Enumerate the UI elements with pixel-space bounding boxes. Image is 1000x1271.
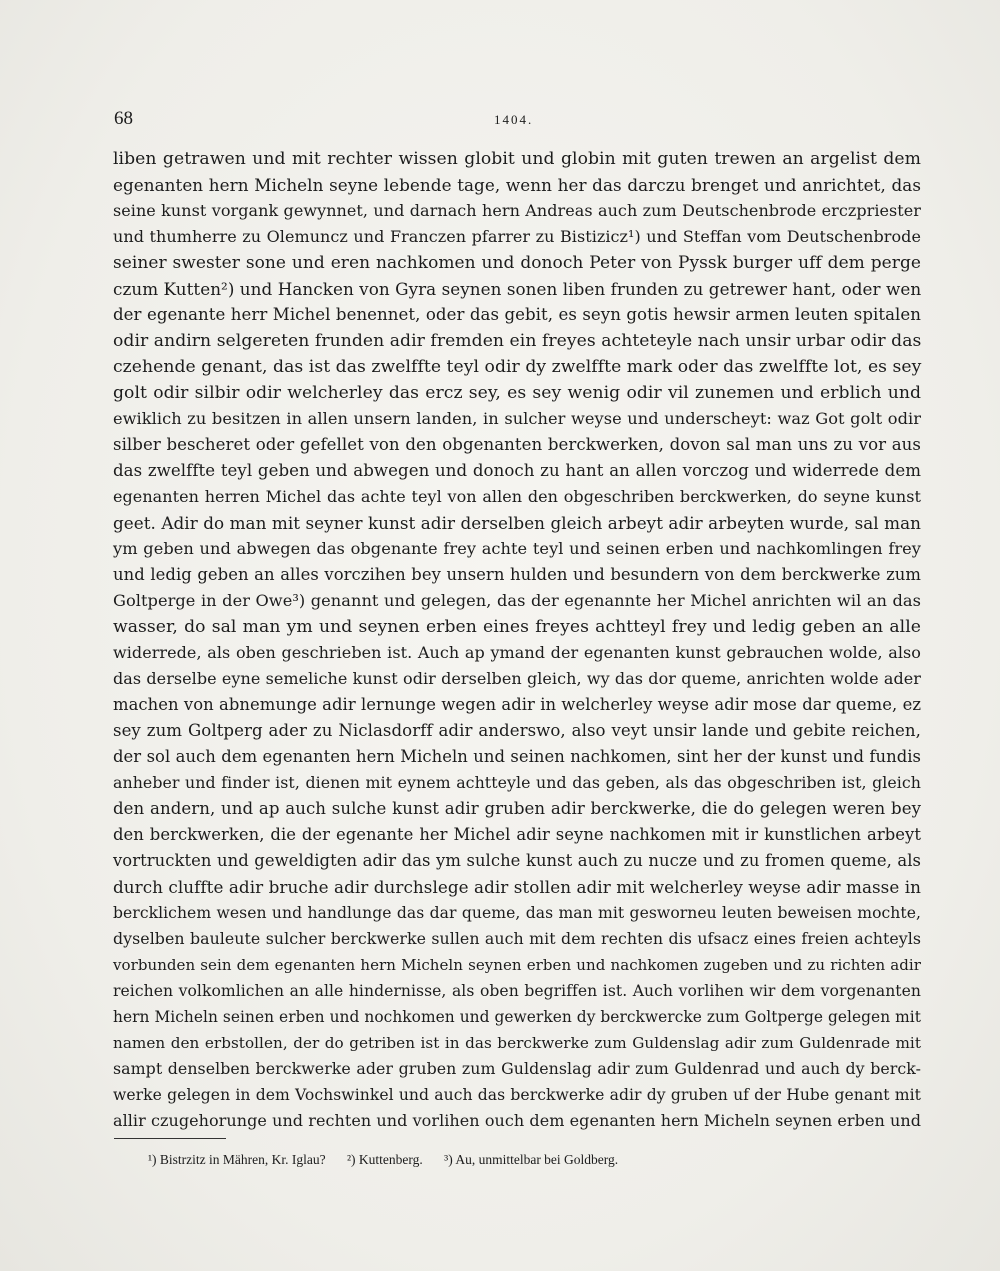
- text-line: ym geben und abwegen das obgenante frey achte teyl und seinen erben und nachkomlingen frey: [113, 539, 921, 558]
- text-line: golt odir silbir odir welcherley das ercz sey, es sey wenig odir vil zunemen und erblich und: [113, 383, 921, 403]
- text-line: sampt denselben berckwerke ader gruben zum Guldenslag adir zum Guldenrad und auch dy berck-: [113, 1059, 921, 1078]
- text-line: odir andirn selgereten frunden adir fremden ein freyes achteteyle nach unsir urbar odir das: [113, 331, 922, 351]
- text-line: vortruckten und geweldigten adir das ym sulche kunst auch zu nucze und zu fromen queme, als: [113, 851, 921, 870]
- text-line: machen von abnemunge adir lernunge wegen adir in welcherley weyse adir mose dar queme, ez: [113, 695, 921, 714]
- text-line: namen den erbstollen, der do getriben ist in das berckwerke zum Guldenslag adir zum Guldenrade mit: [113, 1034, 921, 1052]
- text-line: Goltperge in der Owe³) genannt und gelegen, das der egenannte her Michel anrichten wil an das: [113, 591, 921, 610]
- text-line: allir czugehorunge und rechten und vorlihen ouch dem egenanten hern Micheln seynen erben und: [113, 1111, 921, 1130]
- text-line: ewiklich zu besitzen in allen unsern landen, in sulcher weyse und underscheyt: waz Got golt odir: [113, 409, 921, 428]
- footnote-divider: [114, 1138, 226, 1139]
- page-header: [114, 108, 920, 132]
- text-line: vorbunden sein dem egenanten hern Micheln seynen erben und nachkomen zugeben und zu richten adir: [113, 956, 921, 974]
- footnotes: [148, 1152, 636, 1168]
- text-line: seiner swester sone und eren nachkomen und donoch Peter von Pyssk burger uff dem perge: [113, 253, 921, 273]
- text-line: der egenante herr Michel benennet, oder das gebit, es seyn gotis hewsir armen leuten spitalen: [113, 305, 921, 324]
- text-line: den berckwerken, die der egenante her Michel adir seyne nachkomen mit ir kunstlichen arbeyt: [113, 825, 921, 844]
- text-line: liben getrawen und mit rechter wissen globit und globin mit guten trewen an argelist dem: [113, 149, 921, 169]
- text-line: bercklichem wesen und handlunge das dar queme, das man mit gesworneu leuten beweisen mochte,: [113, 904, 921, 922]
- text-line: dyselben bauleute sulcher berckwerke sullen auch mit dem rechten dis ufsacz eines freien achteyls: [113, 929, 921, 948]
- body-text: [113, 146, 921, 1134]
- text-line: den andern, und ap auch sulche kunst adir gruben adir berckwerke, die do gelegen weren bey: [113, 799, 921, 818]
- page-number: 68: [114, 108, 133, 129]
- text-line: czehende genant, das ist das zwelffte teyl odir dy zwelffte mark oder das zwelffte lot, es sey: [113, 357, 922, 377]
- footnote-1: ¹) Bistrzitz in Mähren, Kr. Iglau?: [148, 1152, 326, 1167]
- text-line: silber bescheret oder gefellet von den obgenanten berckwerken, dovon sal man uns zu vor aus: [113, 435, 921, 454]
- running-head-year: 1404.: [494, 112, 534, 127]
- text-line: seine kunst vorgank gewynnet, und darnach hern Andreas auch zum Deutschenbrode erczpriester: [113, 201, 921, 220]
- text-line: und ledig geben an alles vorczihen bey unsern hulden und besundern von dem berckwerke zum: [113, 565, 921, 584]
- text-line: und thumherre zu Olemuncz und Franczen pfarrer zu Bistizicz¹) und Steffan vom Deutschenbrode: [113, 227, 921, 246]
- text-line: das derselbe eyne semeliche kunst odir derselben gleich, wy das dor queme, anrichten wolde ader: [113, 669, 921, 688]
- text-line: widerrede, als oben geschrieben ist. Auch ap ymand der egenanten kunst gebrauchen wolde, also: [113, 643, 921, 662]
- text-line: egenanten hern Micheln seyne lebende tage, wenn her das darczu brenget und anrichtet, das: [113, 175, 921, 195]
- footnote-2: ²) Kuttenberg.: [347, 1152, 423, 1167]
- footnote-3: ³) Au, unmittelbar bei Goldberg.: [444, 1152, 619, 1167]
- text-line: durch cluffte adir bruche adir durchslege adir stollen adir mit welcherley weyse adir masse in: [113, 877, 921, 897]
- text-line: reichen volkomlichen an alle hindernisse, als oben begriffen ist. Auch vorlihen wir dem vorgenanten: [113, 982, 921, 1000]
- text-line: sey zum Goltperg ader zu Niclasdorff adir anderswo, also veyt unsir lande und gebite reichen,: [113, 721, 921, 740]
- text-line: geet. Adir do man mit seyner kunst adir derselben gleich arbeyt adir arbeyten wurde, sal man: [113, 513, 921, 533]
- text-line: werke gelegen in dem Vochswinkel und auch das berckwerke adir dy gruben uf der Hube genant mit: [113, 1086, 921, 1104]
- text-line: anheber und finder ist, dienen mit eynem achtteyle und das geben, als das obgeschriben ist, gleich: [113, 773, 921, 792]
- text-line: czum Kutten²) und Hancken von Gyra seynen sonen liben frunden zu getrewer hant, oder wen: [113, 279, 922, 299]
- text-line: der sol auch dem egenanten hern Micheln und seinen nachkomen, sint her der kunst und fundis: [113, 747, 921, 766]
- text-line: egenanten herren Michel das achte teyl von allen den obgeschriben berckwerken, do seyne kunst: [113, 487, 921, 506]
- text-line: das zwelffte teyl geben und abwegen und donoch zu hant an allen vorczog und widerrede dem: [113, 461, 921, 480]
- text-line: hern Micheln seinen erben und nochkomen und gewerken dy berckwercke zum Goltperge gelegen mit: [113, 1008, 921, 1026]
- text-line: wasser, do sal man ym und seynen erben eines freyes achtteyl frey und ledig geben an alle: [113, 617, 921, 637]
